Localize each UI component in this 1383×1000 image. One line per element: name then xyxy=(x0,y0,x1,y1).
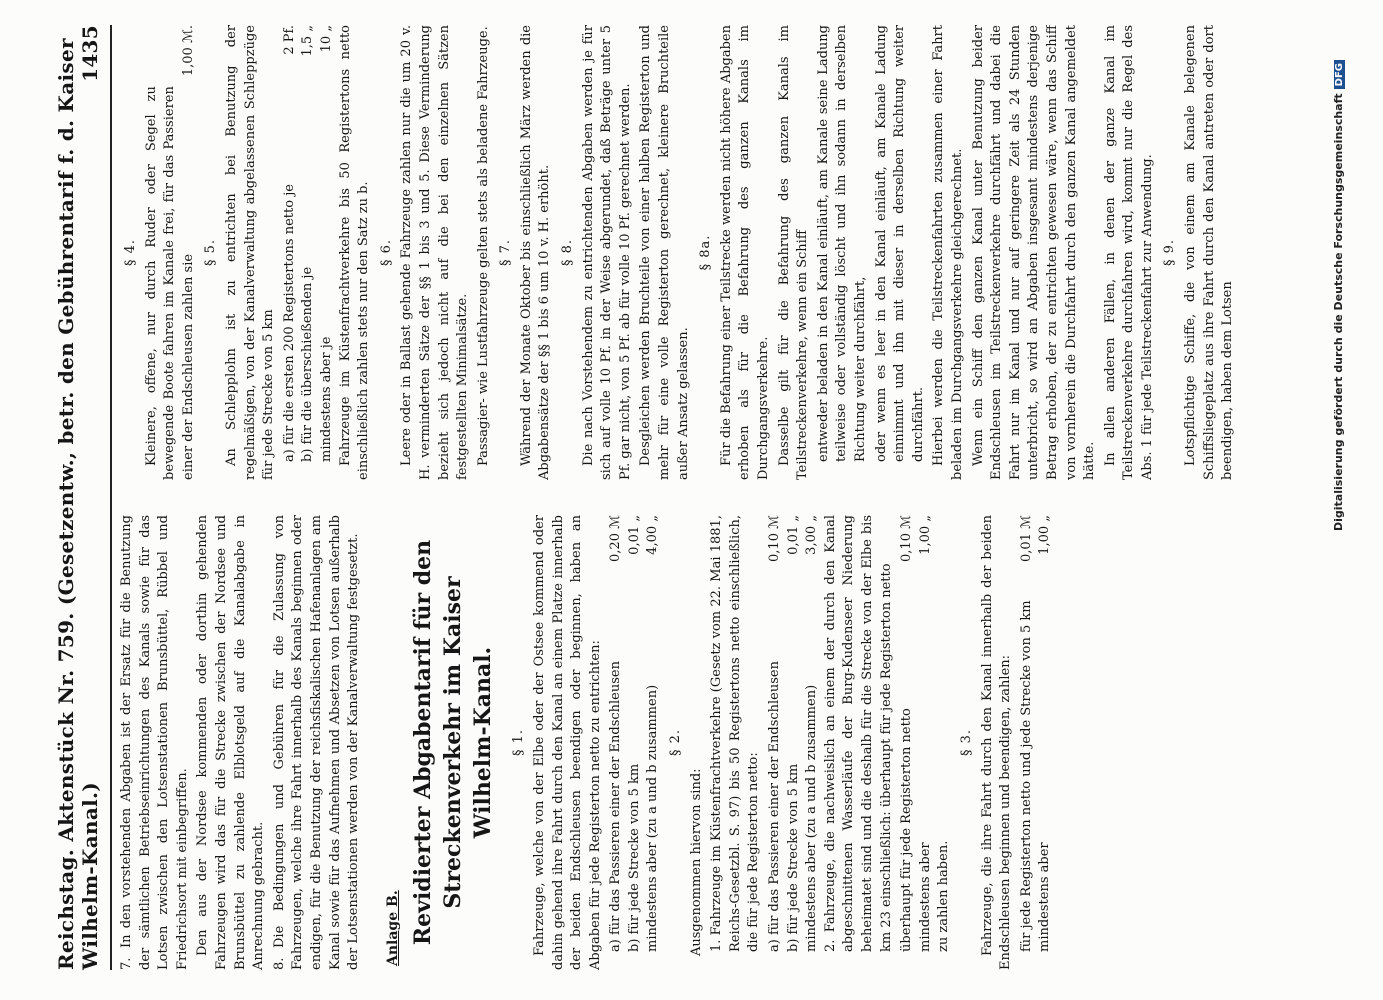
section-8a-indent-2: oder wenn es leer in den Kanal einläuft, am Kanale Ladung einnimmt und ihn mit dieser in derselben Richtung weiter durchfährt. xyxy=(873,25,926,462)
section-5-paragraph: Fahrzeuge im Küstenfrachtverkehre bis 50 Registertons netto einschließlich zahlen stets nur den Satz zu b. xyxy=(337,25,372,480)
rate-value: 1,00 „ xyxy=(917,515,933,555)
section-6-heading: § 6. xyxy=(378,238,394,267)
rate-row xyxy=(766,515,785,970)
rate-value: 3,00 „ xyxy=(804,515,820,555)
rate-value: 2 Pf. xyxy=(281,25,297,55)
rate-value: 0,01 „ xyxy=(626,515,642,555)
section-4-text: Kleinere, offene, nur durch Ruder oder Segel zu bewegende Boote fahren im Kanale frei, für das Passieren einer der Endschleusen zahlen sie xyxy=(143,86,196,480)
rate-label: a) für das Passieren einer der Endschleusen xyxy=(608,661,624,952)
tariff-title: Revidierter Abgabentarif für den Streckenverkehr im Kaiser Wilhelm-Kanal. xyxy=(410,539,497,946)
item-8 xyxy=(271,515,364,970)
rate-row xyxy=(1018,515,1037,970)
section-9-text: Lotspflichtige Schiffe, die von einem am Kanale belegenen Schiffsliegeplatz aus ihre Fahrt durch den Kanal antreten oder dort beendigen, haben dem Lotsen xyxy=(1183,25,1236,480)
rate-label: überhaupt für jede Registerton netto xyxy=(899,708,915,952)
section-8a-paragraph: Dasselbe gilt für die Befahrung des ganzen Kanals im Teilstreckenverkehre, wenn ein Schiff xyxy=(776,25,811,480)
rate-label: mindestens aber (zu a und b zusammen) xyxy=(645,684,661,952)
section-5-text: An Schlepplohn ist zu entrichten bei Benutzung der regelmäßigen, von der Kanalverwaltung abgelassenen Schleppzüge für jede Strecke von 5 km xyxy=(223,25,277,480)
rate-label: b) für jede Strecke von 5 km xyxy=(626,763,642,952)
section-2-item-2: 2. Fahrzeuge, die nachweislich an einem der durch den Kanal abgeschnittenen Wasserläufe der Burg-Kudenseer Niederung beheimatet sind und die deshalb für die Strecke von der Elbe bis km 23 einschließlich: überhaupt für jede Registerton netto xyxy=(822,515,894,952)
item-8-number: 8. xyxy=(271,957,287,970)
rate-value: 0,10 ℳ xyxy=(899,515,915,562)
section-5-heading: § 5. xyxy=(203,238,219,267)
rate-value: 1,5 „ xyxy=(300,25,316,57)
section-7-text: Während der Monate Oktober bis einschließlich März werden die Abgabensätze der §§ 1 bis 6 um 10 v. H. erhöht. xyxy=(518,25,553,480)
rate-label: mindestens aber je xyxy=(318,336,334,462)
section-8a-paragraph-2: Hierbei werden die Teilstreckenfahrten zusammen einer Fahrt beladen im Durchgangsverkehre gleichgerechnet. xyxy=(931,25,965,480)
section-1-heading: § 1. xyxy=(511,728,527,757)
section-1-text: Fahrzeuge, welche von der Elbe oder der Ostsee kommend oder dahin gehend ihre Fahrt durch den Kanal an einem Platze innerhalb der beiden Endschleusen beendigen oder beginnen, haben an Abgaben für jede Registerton netto zu entrichten: xyxy=(531,515,603,970)
section-2-heading: § 2. xyxy=(668,728,684,757)
rate-value: 0,01 „ xyxy=(785,515,801,555)
section-8-heading: § 8. xyxy=(560,238,576,267)
page-number: 1435 xyxy=(78,25,102,82)
credit-text: Digitalisierung gefördert durch die Deutsche Forschungsgemeinschaft xyxy=(1332,93,1345,532)
rate-label: mindestens aber xyxy=(917,842,933,952)
section-2-end: zu zahlen haben. xyxy=(936,840,952,952)
section-5-rates xyxy=(281,25,337,480)
rate-row xyxy=(299,25,318,480)
rate-row xyxy=(1036,515,1055,970)
rate-row xyxy=(803,515,822,970)
rate-value: 4,00 „ xyxy=(645,515,661,555)
anlage-label: Anlage B. xyxy=(384,890,401,966)
section-4-text-row xyxy=(143,25,199,480)
rate-label: mindestens aber (zu a und b zusammen) xyxy=(804,684,820,952)
section-2-rates xyxy=(766,515,822,970)
right-column xyxy=(118,25,1288,480)
section-4-heading: § 4. xyxy=(123,238,138,267)
rate-row xyxy=(898,515,917,970)
section-6-text: Leere oder in Ballast gehende Fahrzeuge zahlen nur die um 20 v. H. verminderten Sätze der §§ 1 bis 3 und 5. Diese Verminderung bezieht sich jedoch nicht auf die bei den einzelnen Sätzen festgestellten Minimalsätze. xyxy=(399,25,471,480)
rate-row xyxy=(644,515,663,970)
rate-value: 1,00 „ xyxy=(1037,515,1053,555)
rate-row xyxy=(785,515,804,970)
running-header xyxy=(54,25,112,970)
rate-value: 0,10 ℳ xyxy=(767,515,783,562)
item-7-paragraph: Den aus der Nordsee kommenden oder dorthin gehenden Fahrzeugen wird das für die Strecke zwischen der Nordsee und Brunsbüttel zu zahlende Elblotsgeld auf die Kanalabgabe in Anrechnung gebracht. xyxy=(195,515,267,970)
section-7-heading: § 7. xyxy=(498,238,514,267)
section-3-rates xyxy=(1018,515,1055,970)
digitization-credit xyxy=(1332,60,1345,940)
rate-row xyxy=(607,515,626,970)
section-3-text: Fahrzeuge, die ihre Fahrt durch den Kanal innerhalb der beiden Endschleusen beginnen und beendigen, zahlen: xyxy=(979,515,1014,970)
rate-value: 10 „ xyxy=(318,25,334,53)
section-2-item-2-rates xyxy=(898,515,935,970)
section-9-heading: § 9. xyxy=(1162,238,1178,267)
item-8-text: Die Bedingungen und Gebühren für die Zulassung von Fahrzeugen, welche ihre Fahrt innerhalb des Kanals beginnen oder endigen, für die Benutzung der reichsfiskalischen Hafenanlagen am Kanal sowie für das Aufnehmen und Absetzen von Lotsen außerhalb der Lotsenstationen werden von der Kanalverwaltung festgesetzt. xyxy=(271,515,362,970)
item-7-text: In den vorstehenden Abgaben ist der Ersatz für die Benutzung der sämtlichen Betriebseinrichtungen des Kanals sowie für das Lotsen zwischen den Lotsenstationen Brunsbüttel, Rübbel und Friedrichsort mit einbegriffen. xyxy=(119,515,190,970)
rate-row xyxy=(626,515,645,970)
section-4-value: 1,00 ℳ. xyxy=(180,25,196,77)
section-8a-paragraph-3: Wenn ein Schiff den ganzen Kanal unter Benutzung beider Endschleusen im Teilstreckenverkehre durchfährt und dabei die Fahrt nur im Kanal und nur auf geringere Zeit als 24 Stunden unterbricht, so wird an Abgaben insgesamt mindestens derjenige Betrag erhoben, der zu entrichten gewesen wäre, wenn das Schiff von vornherein die Durchfahrt durch den ganzen Kanal angemeldet hätte. xyxy=(970,25,1098,480)
section-8a-paragraph-4: In allen anderen Fällen, in denen der ganze Kanal im Teilstreckenverkehre durchfahren wird, kommt nur die Regel des Abs. 1 für jede Teilstreckenfahrt zur Anwendung. xyxy=(1102,25,1155,480)
item-7 xyxy=(118,515,192,970)
section-1-rates xyxy=(607,515,663,970)
rate-label: a) für das Passieren einer der Endschleusen xyxy=(767,661,783,952)
dfg-logo: DFG xyxy=(1334,60,1345,89)
rate-label: b) für jede Strecke von 5 km xyxy=(785,763,801,952)
rate-label: a) für die ersten 200 Registertons netto je xyxy=(281,184,297,462)
section-2-intro: Ausgenommen hiervon sind: xyxy=(688,768,704,956)
rate-value: 0,20 ℳ xyxy=(608,515,624,562)
rate-row xyxy=(917,515,936,970)
section-2-item-1: 1. Fahrzeuge im Küstenfrachtverkehre (Gesetz vom 22. Mai 1881, Reichs-Gesetzbl. S. 97) bis 50 Registertons netto einschließlich, die für jede Registerton netto: xyxy=(709,515,762,952)
left-column xyxy=(118,515,1288,970)
section-8-text: Die nach Vorstehendem zu entrichtenden Abgaben werden je für sich auf volle 10 Pf. in der Weise abgerundet, daß Beträge unter 5 Pf. gar nicht, von 5 Pf. ab für volle 10 Pf. gerechnet werden. xyxy=(580,25,633,480)
rate-value: 0,01 ℳ xyxy=(1018,515,1034,562)
section-8a-heading: § 8a. xyxy=(698,234,714,271)
rate-label: für jede Registerton netto und jede Strecke von 5 km xyxy=(1018,600,1034,952)
section-8a-text: Für die Befahrung einer Teilstrecke werden nicht höhere Abgaben erhoben als für die Befahrung des ganzen Kanals im Durchgangsverkehre. xyxy=(718,25,771,480)
rate-row xyxy=(318,25,337,480)
rate-row xyxy=(281,25,300,480)
rate-label: b) für die überschießenden je xyxy=(300,266,316,462)
section-6-paragraph: Passagier- wie Lustfahrzeuge gelten stets als beladene Fahrzeuge. xyxy=(475,26,491,466)
rate-label: mindestens aber xyxy=(1037,842,1053,952)
section-3-heading: § 3. xyxy=(958,728,974,757)
section-8-paragraph: Desgleichen werden Bruchteile von einer halben Registerton und mehr für eine volle Registerton gerechnet, kleinere Bruchteile außer Ansatz gelassen. xyxy=(638,25,691,480)
section-8a-indent-1: entweder beladen in den Kanal einläuft, am Kanale seine Ladung teilweise oder vollständig löscht und ihn sodann in derselben Richtung weiter durchfährt, xyxy=(815,25,868,462)
header-title: Reichstag. Aktenstück Nr. 759. (Gesetzentw., betr. den Gebührentarif f. d. Kaiser Wilhelm-Kanal.) xyxy=(54,38,102,970)
item-7-number: 7. xyxy=(119,957,134,970)
